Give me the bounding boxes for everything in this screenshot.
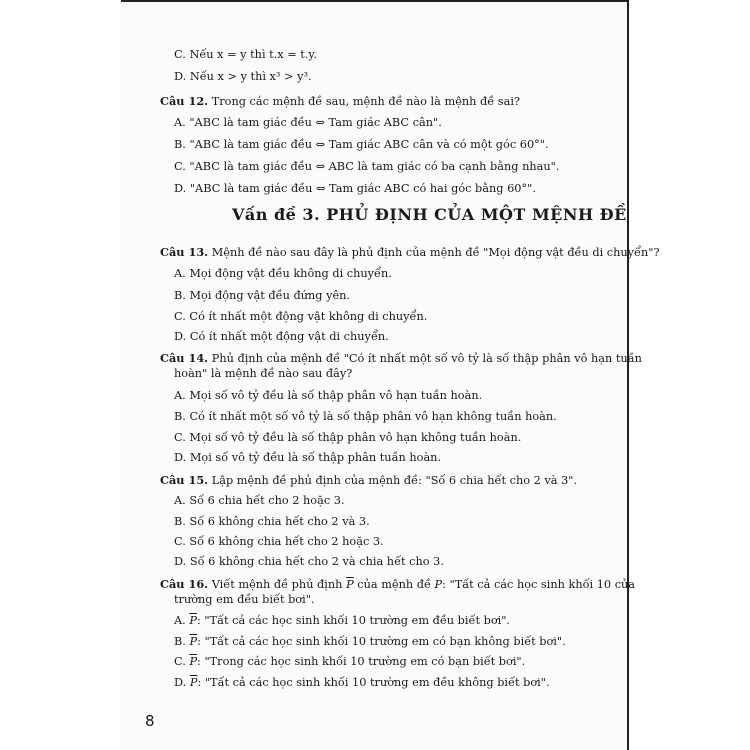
q13-option-a: A. Mọi động vật đều không di chuyển. [174, 267, 392, 280]
p-symbol: P [434, 578, 443, 591]
p-negation-symbol: $\overline{P}$ [189, 676, 198, 689]
q12-question [160, 91, 520, 112]
option-label: A. [174, 614, 186, 627]
p-negation-symbol: $\overline{P}$ [189, 655, 198, 668]
option-text: Nếu x > y thì x³ > y³. [189, 70, 312, 83]
question-text: Trong các mệnh đề sau, mệnh đề nào là mệnh đề sai? [211, 95, 521, 108]
option-text: : "Tất cả các học sinh khối 10 trường em đều không biết bơi". [197, 676, 550, 689]
q14-option-c: C. Mọi số vô tỷ đều là số thập phân vô hạn không tuần hoàn. [174, 431, 522, 444]
option-text: : "Tất cả các học sinh khối 10 trường em đều biết bơi". [196, 614, 511, 627]
q16-option-a [174, 611, 510, 631]
q14-question-line2: hoàn" là mệnh đề nào sau đây? [174, 367, 353, 380]
question-text: Mệnh đề nào sau đây là phủ định của mệnh đề "Mọi động vật đều di chuyển"? [211, 246, 660, 259]
question-label: Câu 15. [160, 473, 209, 487]
q15-option-d: D. Số 6 không chia hết cho 2 và chia hết cho 3. [174, 555, 444, 568]
question-label: Câu 14. [160, 351, 209, 365]
q15-option-c: C. Số 6 không chia hết cho 2 hoặc 3. [174, 535, 384, 548]
option-text: : "Tất cả các học sinh khối 10 trường em có bạn không biết bơi". [197, 635, 566, 648]
q12-option-b: B. "ABC là tam giác đều ⇔ Tam giác ABC cân và có một góc 60°". [174, 138, 549, 151]
q15-option-b: B. Số 6 không chia hết cho 2 và 3. [174, 515, 370, 528]
section-heading: Vấn đề 3. PHỦ ĐỊNH CỦA MỘT MỆNH ĐỀ [232, 205, 627, 224]
q16-question-line2: trường em đều biết bơi". [174, 593, 315, 606]
option-label: C. [174, 48, 186, 61]
q12-option-d: D. "ABC là tam giác đều ⇔ Tam giác ABC có hai góc bằng 60°". [174, 182, 536, 195]
q14-option-b: B. Có ít nhất một số vô tỷ là số thập phân vô hạn không tuần hoàn. [174, 410, 557, 423]
question-text: của mệnh đề [357, 578, 431, 591]
question-text: Lập mệnh đề phủ định của mệnh đề: "Số 6 chia hết cho 2 và 3". [211, 474, 578, 487]
q13-question [160, 242, 660, 263]
question-text: Viết mệnh đề phủ định [211, 578, 343, 591]
option-label: D. [174, 70, 187, 83]
question-text: Phủ định của mệnh đề "Có ít nhất một số vô tỷ là số thập phân vô hạn tuần [211, 352, 642, 365]
q13-option-b: B. Mọi động vật đều đứng yên. [174, 289, 351, 302]
page-number: 8 [145, 712, 155, 730]
question-text: : "Tất cả các học sinh khối 10 của [442, 578, 636, 591]
question-label: Câu 16. [160, 577, 209, 591]
p-negation-symbol: $\overline{P}$ [346, 578, 354, 591]
q16-option-d [174, 673, 550, 693]
q16-option-c [174, 652, 525, 672]
q12-option-a: A. "ABC là tam giác đều ⇔ Tam giác ABC cân". [174, 116, 442, 129]
q13-option-d: D. Có ít nhất một động vật di chuyển. [174, 330, 389, 343]
p-negation-symbol: $\overline{P}$ [189, 614, 197, 627]
p-negation-symbol: $\overline{P}$ [189, 635, 198, 648]
option-label: D. [174, 676, 187, 689]
q15-question [160, 470, 577, 491]
option-text: Nếu x = y thì t.x = t.y. [189, 48, 317, 61]
q11-option-d [174, 67, 312, 87]
q14-option-d: D. Mọi số vô tỷ đều là số thập phân tuần hoàn. [174, 451, 442, 464]
q14-option-a: A. Mọi số vô tỷ đều là số thập phân vô hạn tuần hoàn. [174, 389, 483, 402]
question-label: Câu 13. [160, 245, 209, 259]
q12-option-c: C. "ABC là tam giác đều ⇔ ABC là tam giác có ba cạnh bằng nhau". [174, 160, 560, 173]
option-label: B. [174, 635, 186, 648]
option-label: C. [174, 655, 186, 668]
q13-option-c: C. Có ít nhất một động vật không di chuyển. [174, 310, 428, 323]
q15-option-a: A. Số 6 chia hết cho 2 hoặc 3. [174, 494, 345, 507]
question-label: Câu 12. [160, 94, 209, 108]
q16-option-b [174, 632, 566, 652]
q11-option-c [174, 45, 317, 65]
option-text: : "Trong các học sinh khối 10 trường em có bạn biết bơi". [197, 655, 526, 668]
